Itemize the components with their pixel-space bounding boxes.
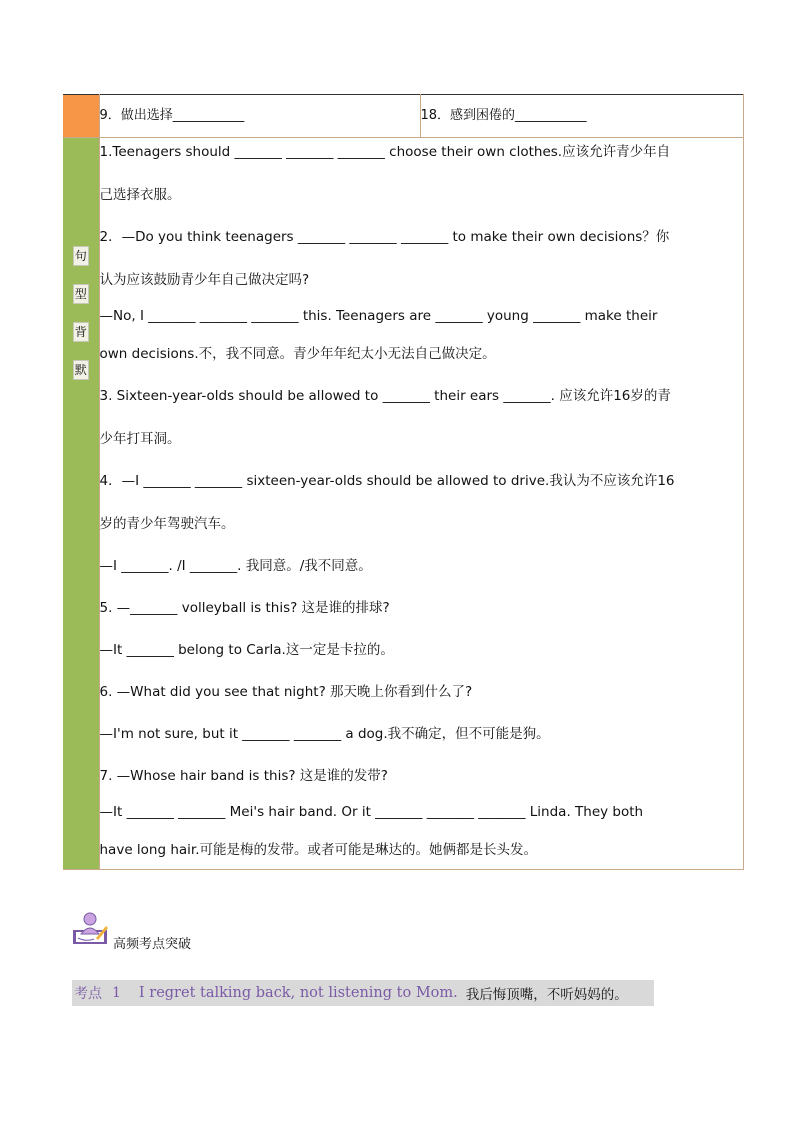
student-writing-icon — [72, 912, 110, 946]
exam-point-tag: 考点 — [74, 986, 102, 1002]
exam-point-english: I regret talking back, not listening to Mom. — [138, 985, 458, 1001]
exercise-line: 5. —_______ volleyball is this? 这是谁的排球? — [99, 600, 390, 616]
exercise-line: 2．—Do you think teenagers _______ _______ _______ to make their own decisions？你 — [99, 229, 670, 245]
exercise-line: —I'm not sure, but it _______ _______ a dog.我不确定，但不可能是狗。 — [99, 726, 550, 742]
orange-side-cell — [63, 95, 99, 138]
exercise-line: have long hair.可能是梅的发带。或者可能是琳达的。她俩都是长头发。 — [99, 842, 538, 858]
label-char: 背 — [73, 322, 89, 342]
label-char: 型 — [73, 284, 89, 304]
exercise-line: 岁的青少年驾驶汽车。 — [99, 516, 235, 532]
exercise-line: 4．—I _______ _______ sixteen-year-olds should be allowed to drive.我认为不应该允许16 — [99, 473, 675, 489]
green-side-cell — [63, 138, 99, 870]
vocab-row — [63, 95, 743, 138]
exercise-line: 认为应该鼓励青少年自己做决定吗? — [99, 272, 310, 288]
sentence-row — [63, 138, 743, 870]
exercise-line: 3. Sixteen-year-olds should be allowed to _______ their ears _______. 应该允许16岁的青 — [99, 388, 671, 404]
sentence-table — [63, 94, 744, 870]
vocab-item-9: 9．做出选择___________ — [99, 95, 420, 138]
sentence-exercises — [99, 138, 743, 870]
label-char: 句 — [73, 246, 89, 266]
exercise-line: —It _______ _______ Mei's hair band. Or it _______ _______ _______ Linda. They both — [99, 804, 644, 820]
exercise-line: 1.Teenagers should _______ _______ _______ choose their own clothes.应该允许青少年自 — [99, 144, 671, 160]
exercise-line: 少年打耳洞。 — [99, 431, 181, 447]
vocab-item-18: 18．感到困倦的___________ — [420, 95, 743, 138]
exercise-line: 己选择衣服。 — [99, 187, 181, 203]
exercise-line: —I _______. /I _______. 我同意。/我不同意。 — [99, 558, 372, 574]
exercise-line: —It _______ belong to Carla.这一定是卡拉的。 — [99, 642, 394, 658]
section-title: 高频考点突破 — [113, 937, 192, 952]
label-char: 默 — [73, 360, 89, 380]
exam-point-number: 1 — [112, 985, 121, 1001]
exam-point-bar — [72, 980, 654, 1006]
exercise-line: own decisions.不，我不同意。青少年年纪太小无法自己做决定。 — [99, 346, 496, 362]
exam-point-chinese: 我后悔顶嘴，不听妈妈的。 — [465, 987, 628, 1003]
exercise-line: —No, I _______ _______ _______ this. Teenagers are _______ young _______ make their — [99, 308, 658, 324]
exercise-line: 6. —What did you see that night? 那天晚上你看到什么了? — [99, 684, 473, 700]
exercise-line: 7. —Whose hair band is this? 这是谁的发带? — [99, 768, 388, 784]
vertical-section-label — [63, 138, 99, 380]
